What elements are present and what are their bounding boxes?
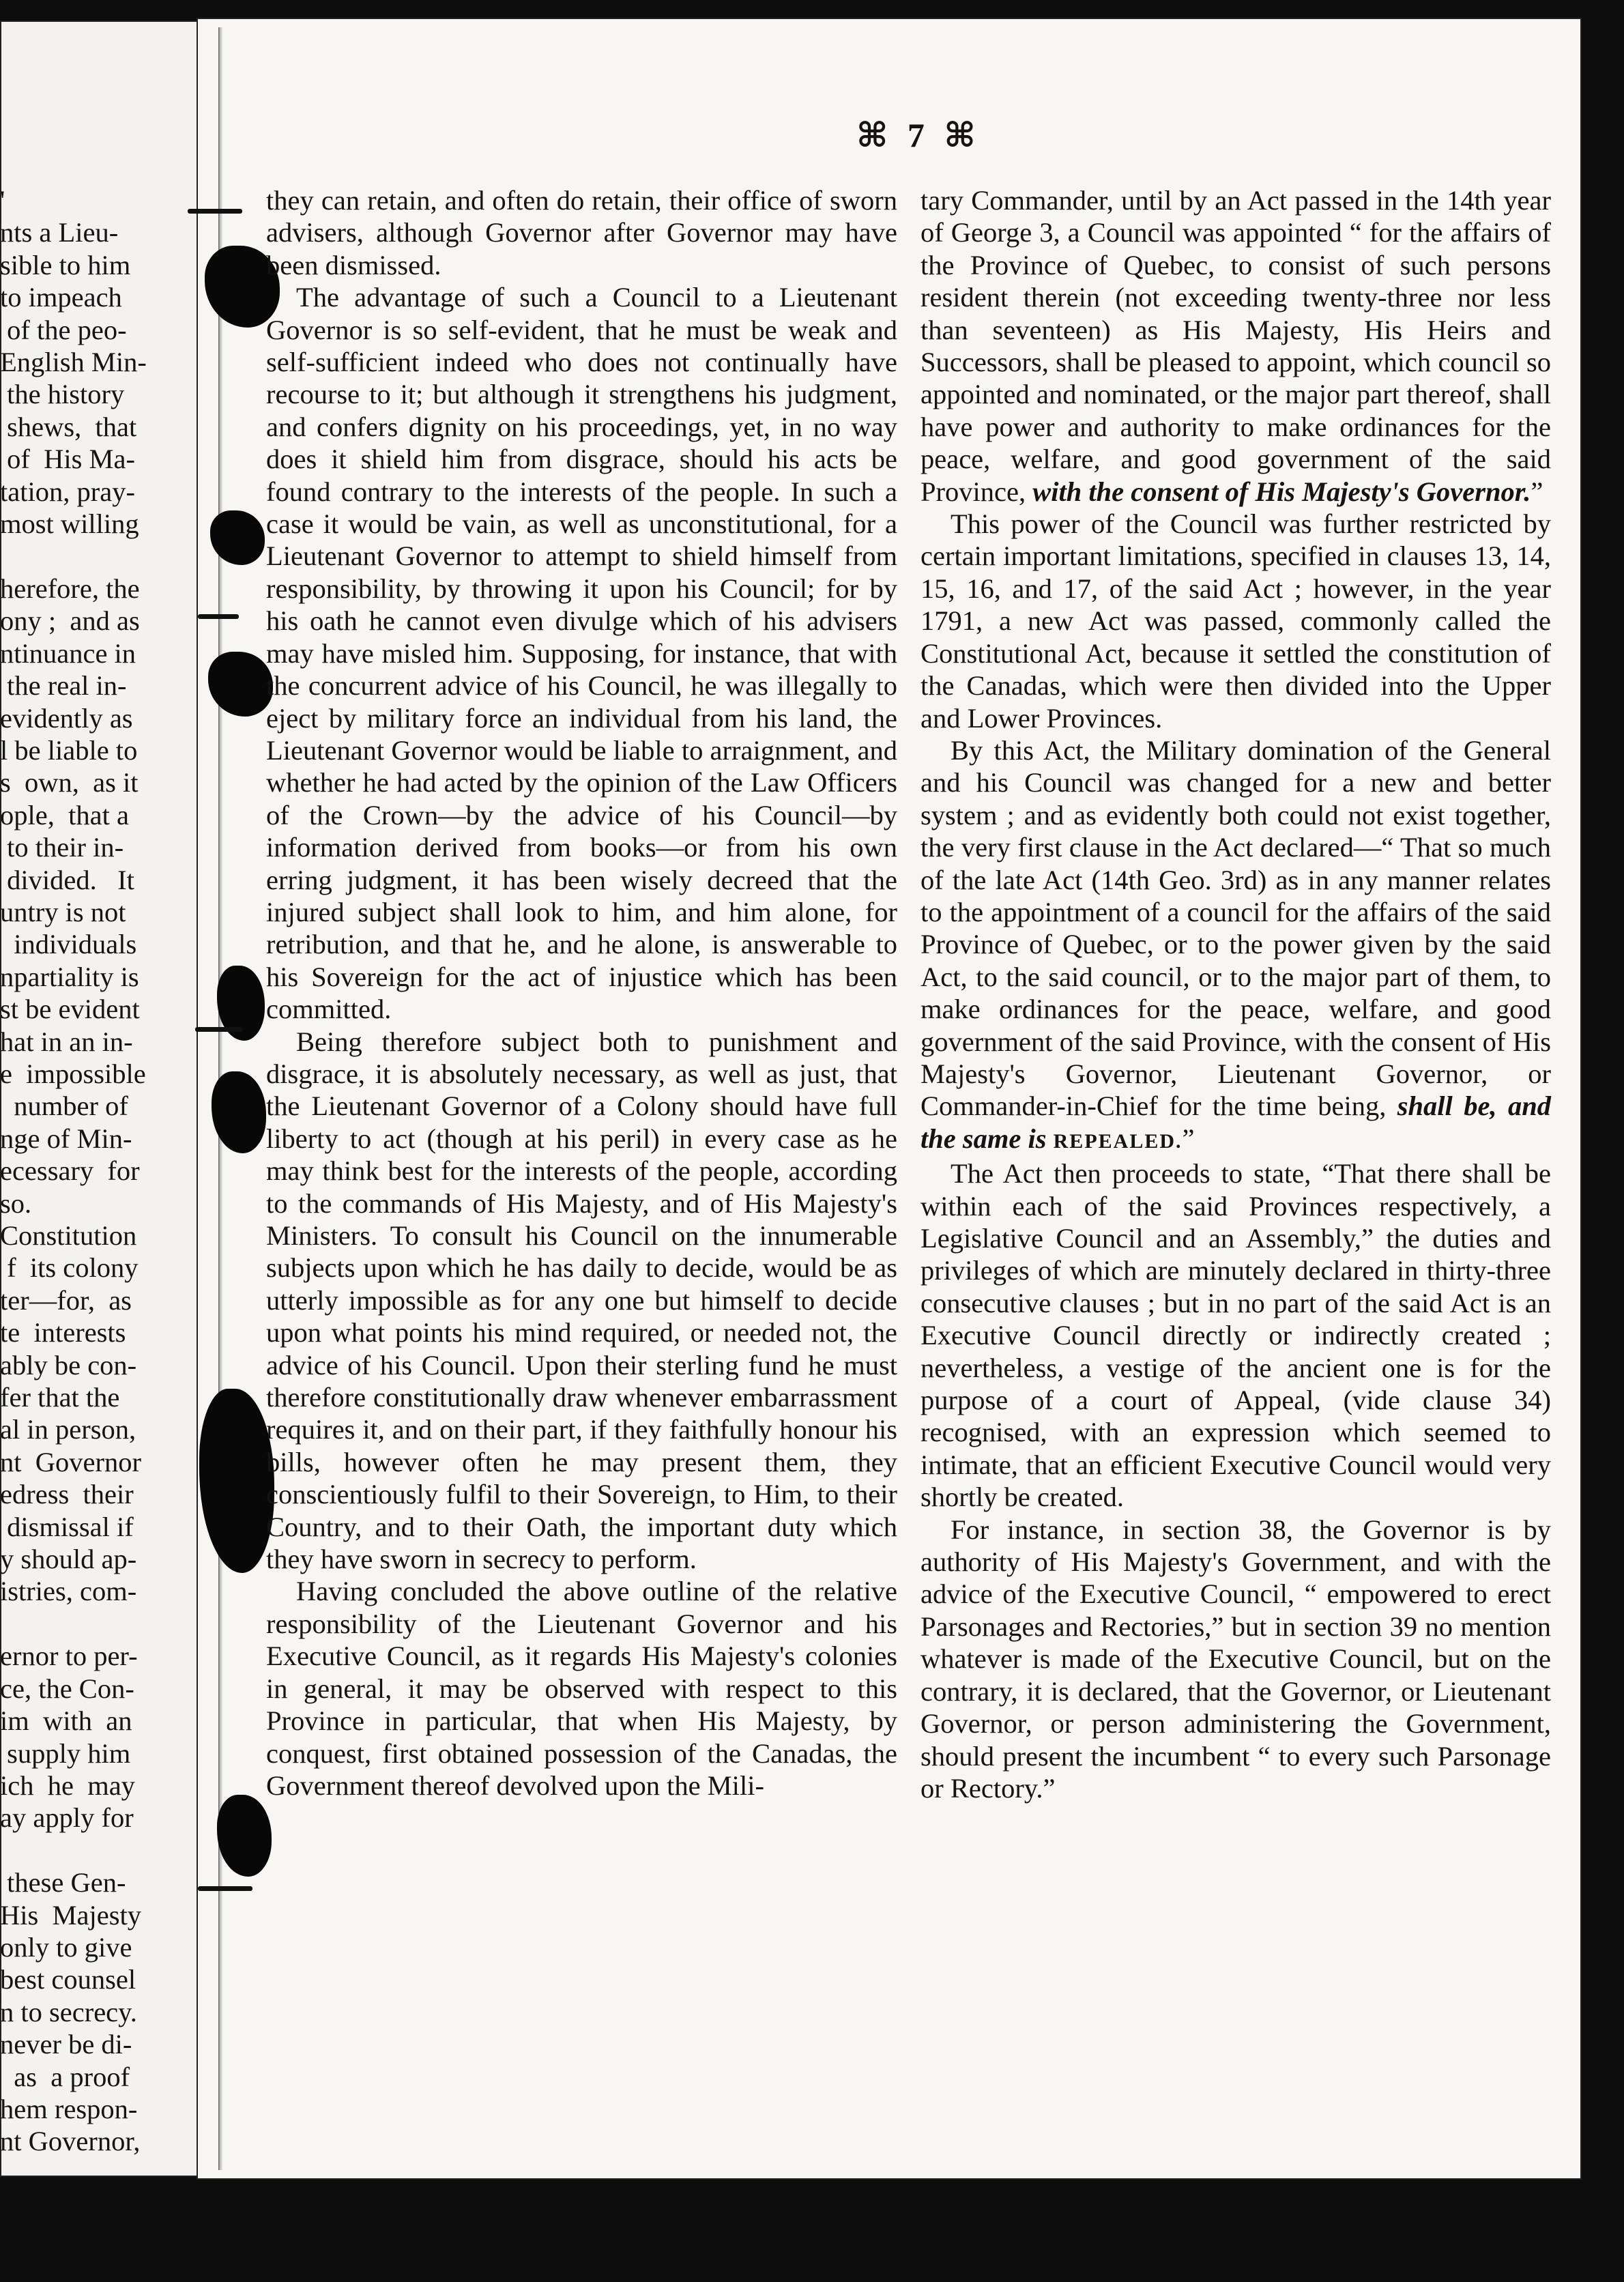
- fragment-line: shews, that: [0, 411, 137, 442]
- text-column-middle: [266, 184, 897, 1802]
- fragment-line: te interests: [0, 1317, 126, 1348]
- emphasis-text: with the consent of His Majesty's Governor.: [1032, 476, 1531, 507]
- fragment-line: ': [0, 185, 5, 216]
- fragment-line: divided. It: [0, 864, 134, 895]
- fragment-line: [0, 1834, 168, 1866]
- paragraph: [920, 184, 1551, 508]
- fragment-line: st be evident: [0, 994, 140, 1025]
- fragment-line: ecessary for: [0, 1155, 140, 1187]
- fragment-line: Constitution: [0, 1220, 137, 1251]
- page-number: ⌘ 7 ⌘: [856, 116, 981, 154]
- fragment-line: n to secrecy.: [0, 1996, 137, 2027]
- fragment-line: l be liable to: [0, 734, 138, 766]
- paragraph: The advantage of such a Council to a Lieutenant Governor is so self-evident, that he must be weak and self-sufficient indeed who does not continually have recourse to it; but although it strengthens his judgment, and confers dignity on his proceedings, yet, in no way does it shield him from disgrace, should his acts be found contrary to the interests of the people. In such a case it would be vain, as well as unconstitutional, for a Lieutenant Governor to attempt to shield himself from responsibility, by throwing it upon his Council; for by his oath he cannot even divulge which of his advisers may have misled him. Supposing, for instance, that with the concurrent advice of his Council, he was illegally to eject by military force an individual from his land, the Lieutenant Governor would be liable to arraignment, and whether he had acted by the opinion of the Law Officers of the Crown—by the advice of his Council—by information derived from books—or from his own erring judgment, it has been wisely decreed that the injured subject shall look to him, and him alone, for retribution, and that he, and he alone, is answerable to his Sovereign for the act of injustice which has been committed.: [266, 282, 897, 1025]
- fragment-line: [0, 1608, 168, 1640]
- fragment-line: [0, 540, 168, 572]
- paragraph: Having concluded the above outline of the relative responsibility of the Lieutenant Governor and his Executive Council, as it regards His Majesty's colonies in general, it may be observed with respect to this Province in particular, that when His Majesty, by conquest, first obtained possession of the Canadas, the Government thereof devolved upon the Mili-: [266, 1576, 897, 1801]
- paragraph: Being therefore subject both to punishment and disgrace, it is absolutely necessary, as well as just, that the Lieutenant Governor of a Colony should have full liberty to act (though at his peril) in every case as he may think best for the interests of the people, according to the commands of His Majesty, and of His Majesty's Ministers. To consult his Council on the innumerable subjects upon which he has daily to decide, would be as utterly impossible as for any one but himself to decide upon what points his mind required, or needed not, the advice of his Council. Upon their sterling fund he must therefore constitutionally draw whenever embarrassment requires it, and on their part, if they faithfully honour his bills, however often he may present them, they conscientiously fulfil to their Sovereign, to Him, to their Country, and to their Oath, the important duty which they have sworn in secrecy to perform.: [266, 1026, 897, 1575]
- fragment-line: hat in an in-: [0, 1026, 133, 1057]
- emphasis-text: shall be, and the same is: [920, 1091, 1551, 1154]
- fragment-line: number of: [0, 1091, 128, 1122]
- fragment-line: supply him: [0, 1737, 131, 1769]
- paragraph: The Act then proceeds to state, “That there shall be within each of the said Provinces respectively, a Legislative Council and an Assembly,” the duties and privileges of which are minutely declared in thirty-three consecutive clauses ; but in no part of the said Act is an Executive Council directly or indirectly created ; nevertheless, a vestige of the ancient one is for the purpose of a court of Appeal, (vide clause 34) recognised, with an expression which seemed to intimate, that an efficient Executive Council would very shortly be created.: [920, 1158, 1551, 1513]
- fragment-line: ter—for, as: [0, 1284, 132, 1316]
- fragment-line: so.: [0, 1187, 32, 1219]
- small-caps-text: REPEALED.: [1053, 1129, 1183, 1153]
- fragment-line: nt Governor,: [0, 2126, 141, 2157]
- fragment-line: of the peo-: [0, 314, 127, 345]
- fragment-line: individuals: [0, 929, 137, 960]
- fragment-line: to their in-: [0, 832, 124, 863]
- fragment-line: as a proof: [0, 2061, 130, 2092]
- paragraph-text: tary Commander, until by an Act passed in the 14th year of George 3, a Council was appointed “ for the affairs of the Province of Quebec, to consist of such persons resident therein (not exceeding twenty-three nor less than seventeen) as His Majesty, His Heirs and Successors, shall be pleased to appoint, which council so appointed and nominated, or the major part thereof, shall have power and authority to make ordinances for the peace, welfare, and good government of the said Province,: [920, 185, 1551, 507]
- text-column-right: [920, 184, 1551, 1804]
- paragraph-text: By this Act, the Military domination of the General and his Council was changed for a new and better system ; and as evidently both could not exist together, the very first clause in the Act declared—“ That so much of the late Act (14th Geo. 3rd) as in any manner relates to the appointment of a council for the affairs of the said Province of Quebec, or to the power given by the said Act, to the said council, or to the major part of them, to make ordinances for the peace, welfare, and good government of the said Province, with the consent of His Majesty's Governor, Lieutenant Governor, or Commander-in-Chief for the time being,: [920, 734, 1551, 1122]
- fragment-line: ce, the Con-: [0, 1673, 134, 1704]
- fragment-line: y should ap-: [0, 1544, 137, 1575]
- fragment-line: tation, pray-: [0, 476, 135, 507]
- fragment-line: im with an: [0, 1705, 132, 1737]
- fragment-line: never be di-: [0, 2029, 132, 2060]
- fragment-line: the history: [0, 379, 125, 410]
- fragment-line: evidently as: [0, 702, 133, 734]
- fragment-line: nt Governor: [0, 1446, 141, 1477]
- paragraph: [920, 734, 1551, 1157]
- fragment-line: s own, as it: [0, 767, 139, 798]
- fragment-line: ople, that a: [0, 799, 129, 831]
- fragment-line: hem respon-: [0, 2093, 138, 2124]
- fragment-line: the real in-: [0, 670, 127, 702]
- fragment-line: best counsel: [0, 1964, 136, 1995]
- fragment-line: most willing: [0, 508, 139, 540]
- fragment-line: nts a Lieu-: [0, 217, 119, 248]
- binding-mark: [195, 1027, 243, 1032]
- fragment-line: al in person,: [0, 1414, 136, 1445]
- fragment-line: f its colony: [0, 1252, 139, 1284]
- fragment-line: ably be con-: [0, 1349, 137, 1381]
- fragment-line: e impossible: [0, 1058, 146, 1089]
- paragraph: For instance, in section 38, the Governor is by authority of His Majesty's Government, and with the advice of the Executive Council, “ empowered to erect Parsonages and Rectories,” but in section 39 no mention whatever is made of the Executive Council, but on the contrary, it is declared, that the Governor, or Lieutenant Governor, or person administering the Government, should present the incumbent “ to every such Parsonage or Rectory.”: [920, 1514, 1551, 1804]
- fragment-line: His Majesty: [0, 1899, 141, 1931]
- fragment-line: ntinuance in: [0, 637, 136, 669]
- fragment-line: these Gen-: [0, 1867, 126, 1898]
- fragment-line: of His Ma-: [0, 444, 135, 475]
- paragraph: they can retain, and often do retain, their office of sworn advisers, although Governor after Governor may have been dismissed.: [266, 185, 897, 280]
- fragment-line: sible to him: [0, 249, 131, 280]
- fragment-line: nge of Min-: [0, 1123, 132, 1154]
- fragment-line: ich he may: [0, 1770, 135, 1801]
- binding-mark: [188, 209, 242, 214]
- fragment-line: English Min-: [0, 347, 147, 378]
- fragment-line: untry is not: [0, 896, 126, 927]
- fragment-line: npartiality is: [0, 961, 139, 992]
- fragment-line: ernor to per-: [0, 1641, 138, 1672]
- fragment-line: edress their: [0, 1479, 134, 1510]
- fragment-line: only to give: [0, 1931, 132, 1963]
- fragment-line: dismissal if: [0, 1511, 134, 1542]
- fragment-line: ay apply for: [0, 1802, 134, 1834]
- fragment-line: ony ; and as: [0, 605, 140, 637]
- fragment-line: herefore, the: [0, 573, 140, 604]
- closing-quote: ”: [1531, 476, 1543, 507]
- fragment-line: fer that the: [0, 1382, 120, 1413]
- binding-mark: [198, 614, 239, 619]
- fragment-line: to impeach: [0, 282, 122, 313]
- paragraph: This power of the Council was further restricted by certain important limitations, specified in clauses 13, 14, 15, 16, and 17, of the said Act ; however, in the year 1791, a new Act was passed, commonly called the Constitutional Act, because it settled the constitution of the Canadas, which were then divided into the Upper and Lower Provinces.: [920, 508, 1551, 734]
- binding-mark: [198, 1886, 252, 1891]
- fragment-line: istries, com-: [0, 1576, 137, 1607]
- facing-page-text: [0, 184, 168, 2158]
- closing-quote: ”: [1182, 1123, 1195, 1154]
